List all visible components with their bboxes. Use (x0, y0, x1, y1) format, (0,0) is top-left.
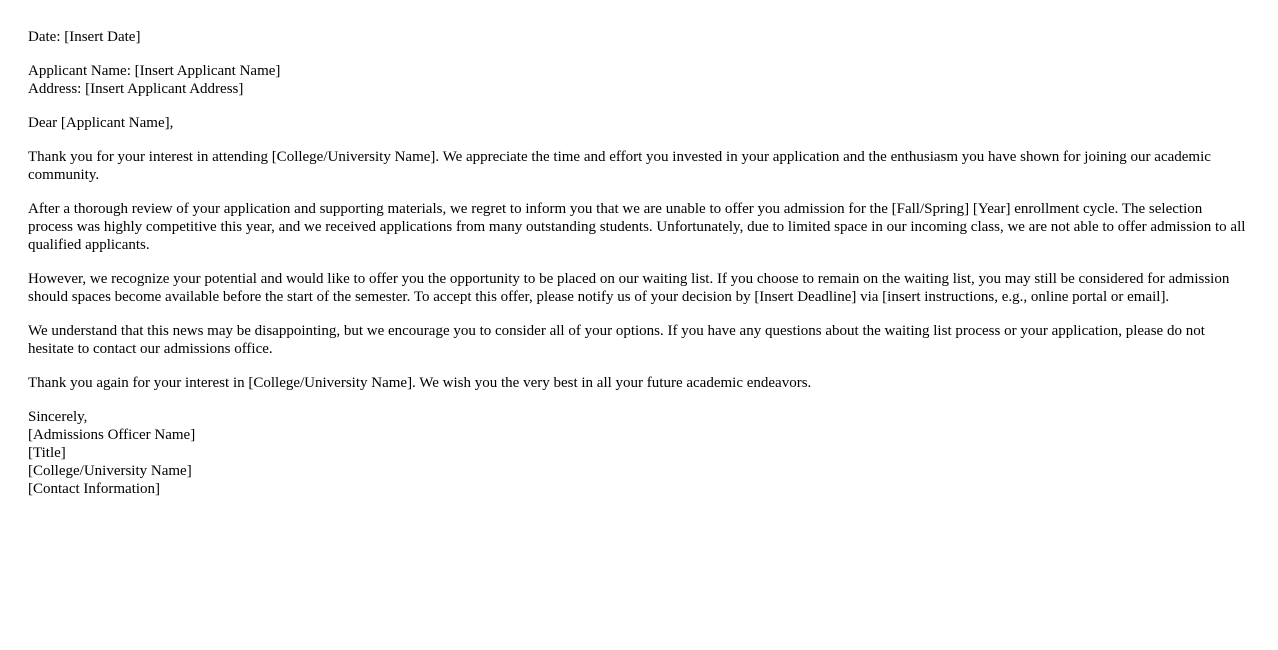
salutation: Dear [Applicant Name], (28, 115, 174, 131)
institution-line: [College/University Name] (28, 463, 192, 479)
closing-line: Sincerely, (28, 409, 88, 425)
letter-document (28, 28, 1250, 514)
applicant-block (28, 62, 1250, 98)
body-paragraph-decision: After a thorough review of your application and supporting materials, we regret to inform you that we are unable to offer you admission for the [Fall/Spring] [Year] enrollment cycle. The selection process was highly competitive this year, and we received applications from many outstanding students. Unfortunately, due to limited space in our incoming class, we are not able to offer admission to all qualified applicants. (28, 201, 1246, 253)
body-paragraph-thanks: Thank you for your interest in attending [College/University Name]. We appreciate the time and effort you invested in your application and the enthusiasm you have shown for joining our academic community. (28, 149, 1211, 183)
applicant-address-line: Address: [Insert Applicant Address] (28, 81, 244, 97)
officer-title-line: [Title] (28, 445, 66, 461)
body-paragraph-encouragement: We understand that this news may be disappointing, but we encourage you to consider all of your options. If you have any questions about the waiting list process or your application, please do not hesitate to contact our admissions office. (28, 323, 1205, 357)
applicant-name-line: Applicant Name: [Insert Applicant Name] (28, 63, 281, 79)
contact-line: [Contact Information] (28, 481, 161, 497)
date-line: Date: [Insert Date] (28, 29, 141, 45)
body-paragraph-closing-thanks: Thank you again for your interest in [College/University Name]. We wish you the very best in all your future academic endeavors. (28, 375, 812, 391)
signature-block (28, 408, 1250, 498)
body-paragraph-waitlist: However, we recognize your potential and would like to offer you the opportunity to be placed on our waiting list. If you choose to remain on the waiting list, you may still be considered for admission should spaces become available before the start of the semester. To accept this offer, please notify us of your decision by [Insert Deadline] via [insert instructions, e.g., online portal or email]. (28, 271, 1230, 305)
officer-name-line: [Admissions Officer Name] (28, 427, 196, 443)
